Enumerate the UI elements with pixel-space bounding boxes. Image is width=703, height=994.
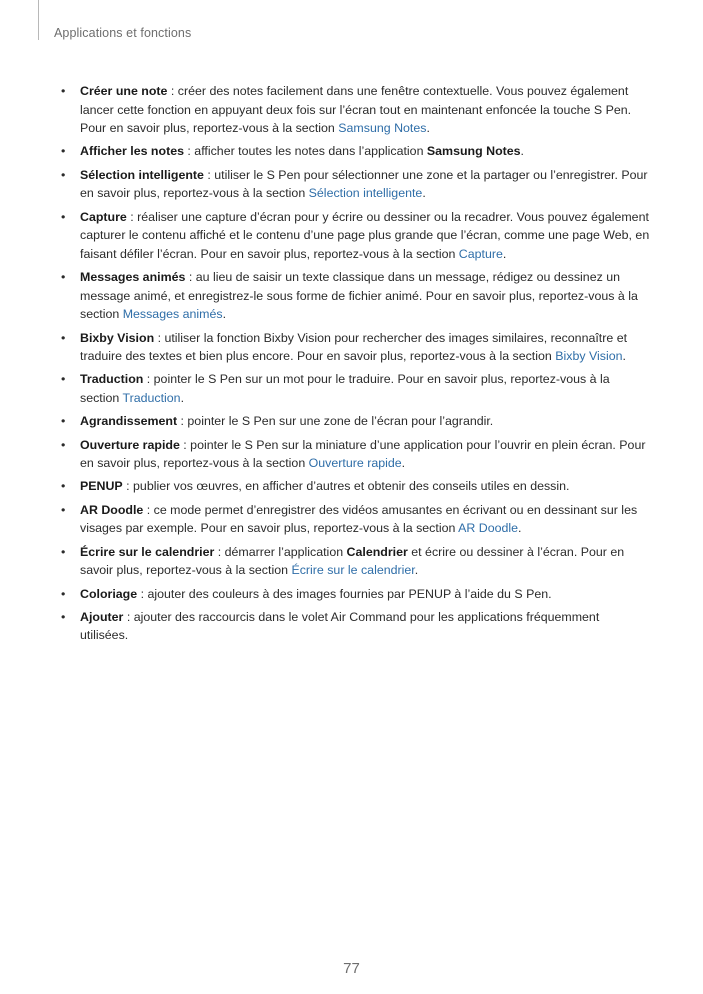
item-text: : créer des notes facilement dans une fenêtre contextuelle. Vous pouvez également lancer cette fonction en appuyant deux fois sur l’écran tout en maintenant enfoncée la touche S Pen. Pour en savoir plus, reportez-vous à la section bbox=[80, 84, 632, 136]
item-text: : afficher toutes les notes dans l’application bbox=[183, 144, 427, 159]
section-link[interactable]: Écrire sur le calendrier bbox=[291, 563, 415, 578]
section-link[interactable]: Traduction bbox=[122, 391, 181, 406]
app-name: Samsung Notes bbox=[426, 144, 521, 159]
list-item bbox=[60, 268, 650, 324]
item-term: Ouverture rapide bbox=[80, 437, 180, 452]
bullet-icon: • bbox=[61, 609, 66, 624]
item-text: : ajouter des couleurs à des images fournies par PENUP à l’aide du S Pen. bbox=[137, 586, 552, 601]
item-text: : ajouter des raccourcis dans le volet Air Command pour les applications fréquemment utilisées. bbox=[80, 609, 600, 643]
item-term: Traduction bbox=[80, 372, 144, 387]
bullet-icon: • bbox=[61, 84, 66, 98]
item-text: : utiliser la fonction Bixby Vision pour rechercher des images similaires, reconnaître et traduire des textes et bien plus encore. Pour en savoir plus, reportez-vous à la section bbox=[80, 330, 628, 364]
item-term: Écrire sur le calendrier bbox=[80, 544, 215, 559]
item-text-end: . bbox=[414, 563, 419, 578]
item-text-end: . bbox=[502, 246, 507, 261]
list-item bbox=[60, 608, 650, 645]
item-term: Bixby Vision bbox=[80, 330, 155, 345]
list-item bbox=[60, 82, 650, 138]
bullet-icon: • bbox=[61, 586, 66, 601]
page-margin-rule bbox=[38, 0, 39, 40]
item-text: : publier vos œuvres, en afficher d’autres et obtenir des conseils utiles en dessin. bbox=[122, 479, 570, 494]
item-text-end: . bbox=[622, 349, 626, 364]
bullet-icon: • bbox=[61, 479, 66, 494]
section-link[interactable]: AR Doodle bbox=[458, 521, 519, 536]
list-item bbox=[60, 166, 650, 203]
item-term: Capture bbox=[80, 209, 127, 224]
bullet-icon: • bbox=[61, 270, 66, 285]
item-text-end: . bbox=[401, 456, 406, 471]
item-term: Ajouter bbox=[80, 609, 124, 624]
item-term: Coloriage bbox=[80, 586, 138, 601]
bullet-icon: • bbox=[61, 372, 66, 387]
list-item bbox=[60, 412, 650, 431]
item-term: Sélection intelligente bbox=[80, 167, 204, 182]
section-link[interactable]: Sélection intelligente bbox=[308, 186, 423, 201]
item-text: : pointer le S Pen sur une zone de l’écran pour l’agrandir. bbox=[177, 414, 494, 429]
list-item bbox=[60, 142, 650, 161]
section-link[interactable]: Messages animés bbox=[122, 307, 223, 322]
bullet-icon: • bbox=[61, 414, 66, 429]
item-term: PENUP bbox=[80, 479, 123, 494]
bullet-icon: • bbox=[61, 502, 66, 517]
item-text-continued: et écrire ou dessiner à l’écran. Pour en savoir plus, reportez-vous à la section bbox=[80, 544, 625, 578]
item-text: : pointer le S Pen sur un mot pour le traduire. Pour en savoir plus, reportez-vous à la section bbox=[80, 372, 610, 406]
bullet-icon: • bbox=[61, 330, 66, 345]
list-item bbox=[60, 329, 650, 366]
item-text-end: . bbox=[222, 307, 227, 322]
bullet-icon: • bbox=[61, 437, 66, 452]
item-text-end: . bbox=[518, 521, 522, 536]
list-item bbox=[60, 585, 650, 604]
item-text-end: . bbox=[520, 144, 524, 159]
item-text: : pointer le S Pen sur la miniature d’une application pour l’ouvrir en plein écran. Pour en savoir plus, reportez-vous à la section bbox=[80, 437, 646, 471]
item-text-end: . bbox=[422, 186, 426, 201]
item-term: Agrandissement bbox=[80, 414, 178, 429]
item-term: Créer une note bbox=[80, 84, 168, 98]
item-text: : démarrer l’application bbox=[214, 544, 347, 559]
list-item bbox=[60, 501, 650, 538]
item-text-end: . bbox=[180, 391, 185, 406]
list-item bbox=[60, 543, 650, 580]
list-item bbox=[60, 436, 650, 473]
item-text: : utiliser le S Pen pour sélectionner une zone et la partager ou l’enregistrer. Pour en savoir plus, reportez-vous à la section bbox=[80, 167, 648, 201]
bullet-icon: • bbox=[61, 144, 66, 159]
list-item bbox=[60, 370, 650, 407]
item-term: Messages animés bbox=[80, 270, 186, 285]
app-name: Calendrier bbox=[346, 544, 408, 559]
item-text: : ce mode permet d’enregistrer des vidéos amusantes en écrivant ou en dessinant sur les visages par exemple. Pour en savoir plus, reportez-vous à la section bbox=[80, 502, 638, 536]
item-text: : réaliser une capture d’écran pour y écrire ou dessiner ou la recadrer. Vous pouvez également capturer le contenu affiché et le contenu d’une page plus grande que l’écran, comme une page Web, en faisant défiler l’écran. Pour en savoir plus, reportez-vous à la section bbox=[80, 209, 650, 261]
page-number: 77 bbox=[343, 960, 360, 977]
bullet-icon: • bbox=[61, 544, 66, 559]
section-link[interactable]: Capture bbox=[458, 246, 503, 261]
feature-list bbox=[60, 82, 650, 650]
section-link[interactable]: Ouverture rapide bbox=[308, 456, 402, 471]
list-item bbox=[60, 208, 650, 264]
item-term: AR Doodle bbox=[80, 502, 144, 517]
bullet-icon: • bbox=[61, 167, 66, 182]
item-term: Afficher les notes bbox=[80, 144, 184, 159]
list-item bbox=[60, 477, 650, 496]
section-link[interactable]: Samsung Notes bbox=[338, 121, 427, 136]
bullet-icon: • bbox=[61, 209, 66, 224]
item-text-end: . bbox=[426, 121, 430, 136]
item-text: : au lieu de saisir un texte classique dans un message, rédigez ou dessinez un message animé, et enregistrez-le sous forme de fichier animé. Pour en savoir plus, reportez-vous à la section bbox=[80, 270, 638, 322]
section-link[interactable]: Bixby Vision bbox=[555, 349, 623, 364]
section-header: Applications et fonctions bbox=[54, 26, 192, 40]
